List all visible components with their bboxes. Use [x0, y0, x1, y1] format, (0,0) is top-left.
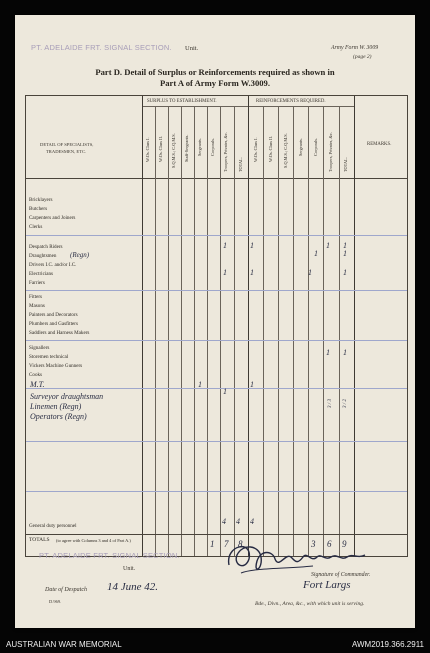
surplus-col-troopers: Troopers, Privates, &c. [223, 132, 228, 172]
form-code: D.969. [49, 599, 62, 604]
row-label: Fitters [29, 294, 43, 300]
mark: 1 [343, 249, 347, 258]
row-label: Farriers [29, 280, 45, 286]
surplus-col-total: TOTAL. [238, 157, 243, 172]
title-line-1: Part D. Detail of Surplus or Reinforcements required as shown in [95, 67, 335, 77]
date-value: 14 June 42. [107, 581, 159, 593]
footer-unit-label: Unit. [123, 566, 136, 572]
mark: 1 [308, 268, 312, 277]
unit-stamp: PT. ADELAIDE FRT. SIGNAL SECTION. [31, 43, 172, 52]
surplus-col-wo2: W.Os. Class II. [158, 136, 163, 162]
row-label: Signallers [29, 345, 50, 351]
surplus-col-sqms: S.Q.M.S.; C.Q.M.S. [171, 133, 176, 168]
detail-table [25, 95, 408, 557]
reinf-col-troopers: Troopers, Privates, &c. [328, 132, 333, 172]
mark: 3 / 2 [342, 399, 348, 408]
row-label: Butchers [29, 206, 48, 212]
row-label: Draughtsmen [29, 253, 57, 259]
mark: 1 [343, 241, 347, 250]
title-line-2: Part A of Army Form W.3009. [159, 78, 271, 88]
handwritten-row-surveyor: Surveyor draughtsman [30, 392, 104, 401]
form-reference: Army Form W. 3009 [331, 45, 379, 51]
handwritten-row-operators: Operators (Regn) [30, 412, 87, 421]
surplus-col-corp: Corporals. [210, 137, 215, 156]
mark: 6 [327, 539, 332, 549]
handwritten-row-mt: M.T. [30, 380, 45, 389]
mark: 1 [198, 380, 202, 389]
surplus-header: SURPLUS TO ESTABLISHMENT. [147, 99, 217, 104]
detail-header-line-1: DETAIL OF SPECIALISTS, [40, 142, 94, 147]
mark: 4 [236, 517, 240, 526]
mark: 1 [343, 348, 347, 357]
row-label: Carpenters and Joiners [29, 215, 76, 221]
row-label: Drivers I.C. and/or I.C. [29, 262, 77, 268]
handwritten-row-linemen: Linemen (Regn) [30, 402, 82, 411]
reinf-col-total: TOTAL. [343, 157, 348, 172]
mark: 9 [342, 539, 347, 549]
mark: 1 [223, 241, 227, 250]
caption-accession-number: AWM2019.366.2911 [351, 640, 424, 649]
mark: 3 [311, 539, 316, 549]
surplus-col-sgt: Sergeants. [197, 138, 202, 156]
row-label: Painters and Decorators [29, 312, 78, 318]
date-label: Date of Despatch [45, 587, 87, 593]
reinf-col-sgt: Sergeants. [298, 138, 303, 156]
mark: 7 [224, 539, 229, 549]
mark: 1 [250, 268, 254, 277]
row-label: Plumbers and Gasfitters [29, 321, 78, 327]
remarks-header: REMARKS. [367, 142, 392, 147]
row-label: Cooks [29, 372, 43, 378]
row-label: Storemen technical [29, 354, 69, 360]
mark: 1 [210, 539, 215, 549]
mark: 1 [343, 268, 347, 277]
draughtsmen-note: (Regn) [70, 251, 90, 259]
row-label: Masons [29, 303, 45, 309]
caption-institution: AUSTRALIAN WAR MEMORIAL [6, 640, 122, 649]
reinf-col-wo2: W.Os. Class II. [268, 136, 273, 162]
reinf-col-corp: Corporals. [313, 137, 318, 156]
mark: 1 [250, 380, 254, 389]
mark: 1 [314, 249, 318, 258]
row-label: Saddlers and Harness Makers [29, 330, 90, 336]
surplus-col-staff-sgt: Staff-Sergeants. [184, 134, 189, 162]
mark: 4 [250, 517, 254, 526]
mark: 4 [222, 517, 226, 526]
mark: 1 [250, 241, 254, 250]
place-value: Fort Largs [303, 579, 351, 591]
document-page [15, 15, 415, 628]
mark: 3 / 3 [327, 399, 333, 408]
row-label: Vickers Machine Gunners [29, 363, 83, 369]
mark: 1 [223, 268, 227, 277]
mark: 1 [326, 241, 330, 250]
detail-header-line-2: TRADESMEN, ETC. [46, 149, 87, 154]
footer-unit-stamp: PT. ADELAIDE FRT. SIGNAL SECTION. [39, 551, 180, 560]
place-caption: Bde., Divn., Area, &c., with which unit is serving. [255, 601, 365, 607]
mark: 1 [326, 348, 330, 357]
row-label: Electricians [29, 271, 54, 277]
reinforcements-header: REINFORCEMENTS REQUIRED. [256, 99, 326, 104]
mark: 8 [238, 539, 243, 549]
row-label: Clerks [29, 224, 43, 230]
row-label: Bricklayers [29, 197, 53, 203]
totals-note: (to agree with Columns 3 and 4 of Part A.) [56, 538, 131, 543]
row-label-general-duty: General duty personnel [29, 523, 77, 529]
row-label: Despatch Riders [29, 244, 63, 250]
page-reference: (page 2) [353, 54, 372, 60]
unit-label: Unit. [185, 45, 199, 52]
surplus-col-wo1: W.Os. Class I. [145, 137, 150, 162]
mark: 1 [223, 387, 227, 396]
totals-label: TOTALS [29, 537, 50, 543]
reinf-col-wo1: W.Os. Class I. [253, 137, 258, 162]
signature-caption: Signature of Commander. [311, 572, 371, 578]
reinf-col-sqms: S.Q.M.S.; C.Q.M.S. [283, 133, 288, 168]
